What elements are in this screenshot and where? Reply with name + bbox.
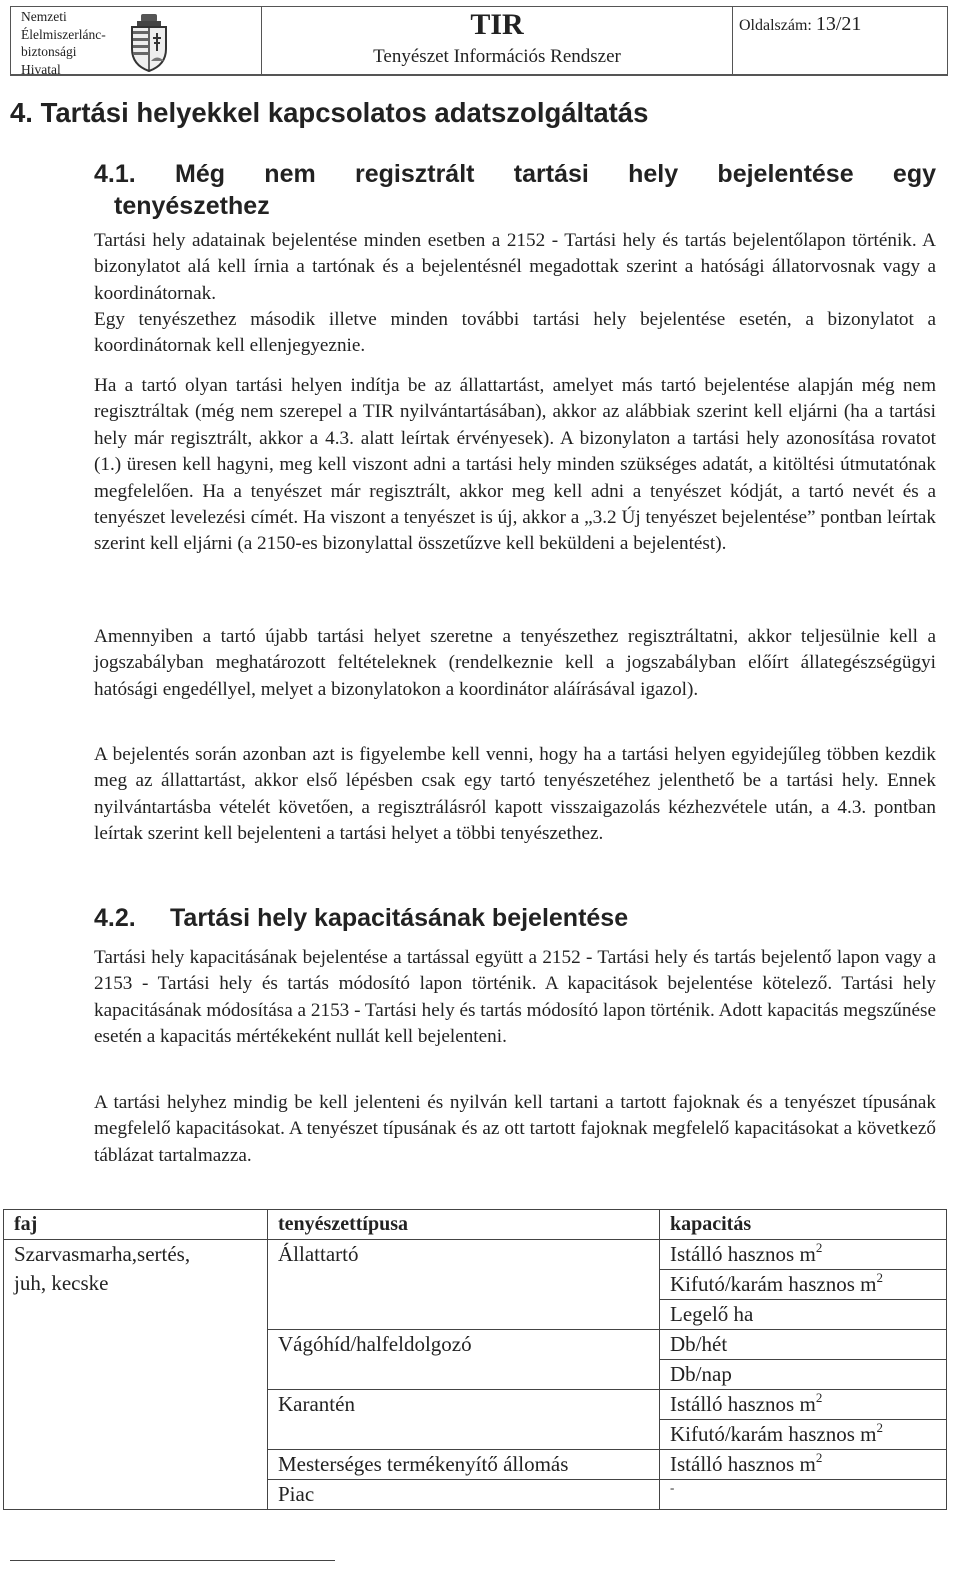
capacity-cell [660, 1360, 947, 1390]
capacity-sup: - [670, 1480, 675, 1495]
page-number: 13/21 [815, 13, 862, 35]
capacity-table [3, 1209, 947, 1510]
subsection-4-1-title: 4.1. Még nem regisztrált tartási hely bejelentése egy [94, 160, 936, 188]
species-line: Szarvasmarha,sertés, [14, 1242, 191, 1266]
capacity-cell [660, 1480, 947, 1510]
capacity-text: Istálló hasznos m [670, 1242, 816, 1266]
org-line: biztonsági [21, 44, 77, 59]
page-header [10, 6, 948, 76]
section-title: 4. Tartási helyekkel kapcsolatos adatszolgáltatás [10, 97, 649, 128]
type-cell: Karantén [268, 1390, 660, 1450]
paragraph: Tartási hely kapacitásának bejelentése a tartással együtt a 2152 - Tartási hely és tartás bejelentő lapon vagy a 2153 - Tartási hely és tartás módosító lapon történik. A kapacitások bejelentése kötelező. Tartási hely kapacitásának módosítása a 2153 - Tartási hely és tartás módosító lapon történik. Adott kapacitás megszűnése esetén a kapacitás mértékeként nullát kell bejelenteni. [94, 947, 936, 1048]
system-title [261, 7, 733, 74]
capacity-text: Db/hét [670, 1332, 728, 1356]
page-label: Oldalszám: [739, 17, 812, 34]
column-header: kapacitás [660, 1210, 947, 1240]
org-line: Nemzeti [21, 9, 67, 24]
subsection-number: 4.2. [94, 904, 136, 932]
capacity-text: Kifutó/karám hasznos m [670, 1272, 877, 1296]
capacity-cell [660, 1330, 947, 1360]
footnote-separator [10, 1560, 335, 1561]
org-line: Hivatal [21, 61, 61, 77]
capacity-text: Istálló hasznos m [670, 1452, 816, 1476]
column-header: faj [4, 1210, 268, 1240]
species-cell [4, 1240, 268, 1510]
paragraph: A bejelentés során azonban azt is figyelembe kell venni, hogy ha a tartási helyen egyidejűleg többen kezdik meg az állattartást, akkor első lépésben csak egy tartó tenyészetéhez jelenthető be a tartási hely. Ennek nyilvántartásba vételét követően, a regisztrálásról kapott visszaigazolás kézhezvétele után, a 4.3. pontban leírtak szerint kell bejelenteni a tartási helyet a többi tenyészethez. [94, 744, 936, 845]
page-number-box [731, 7, 947, 74]
capacity-cell [660, 1270, 947, 1300]
system-name: Tenyészet Információs Rendszer [373, 46, 621, 67]
type-cell: Vágóhíd/halfeldolgozó [268, 1330, 660, 1390]
paragraph: Tartási hely adatainak bejelentése minden esetben a 2152 - Tartási hely és tartás bejelentőlapon történik. A bizonylatot alá kell írnia a tartónak és a bejelentésnél megadottak szerint a hatósági állatorvosnak vagy a koordinátornak. [94, 230, 936, 304]
capacity-sup: 2 [815, 1450, 823, 1465]
capacity-cell [660, 1450, 947, 1480]
capacity-text: Legelő ha [670, 1302, 754, 1326]
capacity-sup: 2 [876, 1420, 883, 1435]
org-line: Élelmiszerlánc- [21, 26, 106, 42]
species-line: juh, kecske [14, 1271, 109, 1295]
capacity-cell [660, 1390, 947, 1420]
coat-of-arms-icon [124, 13, 174, 73]
table-row [4, 1240, 947, 1270]
system-abbreviation: TIR [470, 8, 524, 41]
type-cell: Piac [268, 1480, 660, 1510]
paragraph: Ha a tartó olyan tartási helyen indítja be az állattartást, amelyet más tartó bejelentése alapján még nem regisztráltak (még nem szerepel a TIR nyilvántartásában), akkor az alábbiak szerint kell eljárni (ha a tartási hely már regisztrált, akkor a 4.3. alatt leírtak érvényesek). A bizonylaton a tartási hely azonosítása rovatot (1.) üresen kell hagyni, meg kell viszont adni a tartási hely minden szükséges adatát, a kitöltési útmutatónak megfelelően. Ha a tenyészet már regisztrált, akkor meg kell adni a tenyészet kódját, a tartó nevét és a tenyészet levelezési címét. Ha viszont a tenyészet is új, akkor a „3.2 Új tenyészet bejelentése” pontban leírtak szerint kell eljárni (a 2150-es bizonylattal összetűzve kell beküldeni a bejelentést). [94, 375, 936, 555]
capacity-sup: 2 [876, 1270, 883, 1285]
capacity-sup: 2 [815, 1240, 823, 1255]
subsection-4-1-title-cont: tenyészethez [114, 192, 270, 220]
capacity-text: Kifutó/karám hasznos m [670, 1422, 877, 1446]
subsection-4-2-title [94, 902, 628, 934]
capacity-cell [660, 1240, 947, 1270]
column-header: tenyészettípusa [268, 1210, 660, 1240]
paragraph: Amennyiben a tartó újabb tartási helyet szeretne a tenyészethez regisztráltatni, akkor teljesülnie kell a jogszabályban meghatározott feltételeknek (rendelkeznie kell a jogszabályban előírt állategészségügyi hatósági engedéllyel, melyet a bizonylatokon a koordinátor aláírásával igazol). [94, 626, 936, 700]
paragraph: Egy tenyészethez második illetve minden további tartási hely bejelentése esetén, a bizonylatot a koordinátornak kell ellenjegyeznie. [94, 309, 936, 357]
type-cell: Állattartó [268, 1240, 660, 1330]
capacity-text: Db/nap [670, 1362, 732, 1386]
capacity-text: Istálló hasznos m [670, 1392, 816, 1416]
type-cell: Mesterséges termékenyítő állomás [268, 1450, 660, 1480]
subsection-title-text: Tartási hely kapacitásának bejelentése [170, 904, 629, 932]
capacity-sup: 2 [815, 1390, 823, 1405]
capacity-cell [660, 1420, 947, 1450]
table-header-row [4, 1210, 947, 1240]
capacity-cell [660, 1300, 947, 1330]
paragraph: A tartási helyhez mindig be kell jelenteni és nyilván kell tartani a tartott fajoknak és a tenyészet típusának megfelelő kapacitásokat. A tenyészet típusának és az ott tartott fajoknak megfelelő kapacitásokat a következő táblázat tartalmazza. [94, 1092, 936, 1166]
